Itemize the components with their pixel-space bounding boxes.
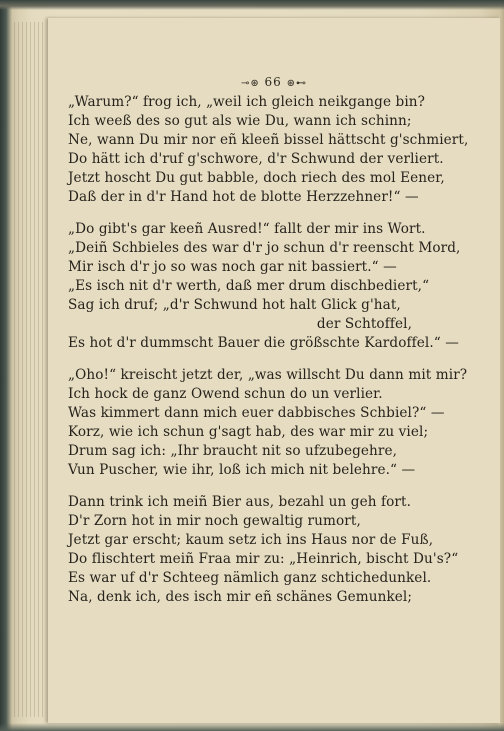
stanza [68, 493, 468, 607]
verse-line: Ich hock de ganz Owend schun do un verlier. [68, 386, 383, 402]
page-number: 66 [264, 75, 282, 89]
poem-text [68, 93, 468, 620]
verse-line: Ne, wann Du mir nor eñ kleeñ bissel hättscht g'schmiert, [68, 132, 469, 148]
verse-line: „Es isch nit d'r werth, daß mer drum dischbediert,“ [68, 278, 430, 294]
verse-line: Drum sag ich: „Ihr braucht nit so ufzubegehre, [68, 443, 398, 459]
verse-line: „Do gibt's gar keeñ Ausred!“ fallt der mir ins Wort. [68, 221, 426, 237]
verse-line: Es hot d'r dummscht Bauer die größschte Kardoffel.“ — [68, 335, 459, 351]
verse-line: Korz, wie ich schun g'sagt hab, des war mir zu viel; [68, 424, 429, 440]
page-number-header [48, 75, 500, 89]
verse-line: Jetzt hoscht Du gut babble, doch riech des mol Eener, [68, 170, 445, 186]
verse-line: Ich weeß des so gut als wie Du, wann ich schinn; [68, 113, 412, 129]
verse-line: „Warum?“ frog ich, „weil ich gleich neikgange bin? [68, 94, 426, 110]
verse-line: Do hätt ich d'ruf g'schwore, d'r Schwund der verliert. [68, 151, 444, 167]
stanza [68, 366, 468, 480]
verse-line: D'r Zorn hot in mir noch gewaltig rumort, [68, 513, 361, 529]
verse-line: „Oho!“ kreischt jetzt der, „was willscht Du dann mit mir? [68, 367, 468, 383]
verse-line: der Schtoffel, [316, 316, 412, 332]
verse-line: Es war uf d'r Schteeg nämlich ganz schtichedunkel. [68, 570, 432, 586]
verse-line: Mir isch d'r jo so was noch gar nit bassiert.“ — [68, 259, 397, 275]
stanza [68, 220, 468, 353]
page-stack-edges [14, 22, 44, 717]
verse-line: Na, denk ich, des isch mir eñ schänes Gemunkel; [68, 589, 413, 605]
stanza [68, 93, 468, 207]
verse-line: Vun Puscher, wie ihr, loß ich mich nit belehre.“ — [68, 462, 416, 478]
verse-line: Daß der in d'r Hand hot de blotte Herzzehner!“ — [68, 189, 419, 205]
verse-line: Sag ich druf; „d'r Schwund hot halt Glick g'hat, [68, 297, 401, 313]
verse-line: „Deiñ Schbieles des war d'r jo schun d'r reenscht Mord, [68, 240, 461, 256]
verse-line: Was kimmert dann mich euer dabbisches Schbiel?“ — [68, 405, 445, 421]
verse-line: Jetzt gar erscht; kaum setz ich ins Haus nor de Fuß, [68, 532, 434, 548]
verse-line: Dann trink ich meiñ Bier aus, bezahl un geh fort. [68, 494, 412, 510]
folio-ornament-left: ⊸⊛ [240, 78, 260, 89]
folio-ornament-right: ⊛⊷ [286, 78, 308, 89]
book-top-edge [0, 0, 504, 10]
verse-line: Do flischtert meiñ Fraa mir zu: „Heinrich, bischt Du's?“ [68, 551, 459, 567]
book-bottom-edge [0, 723, 504, 731]
